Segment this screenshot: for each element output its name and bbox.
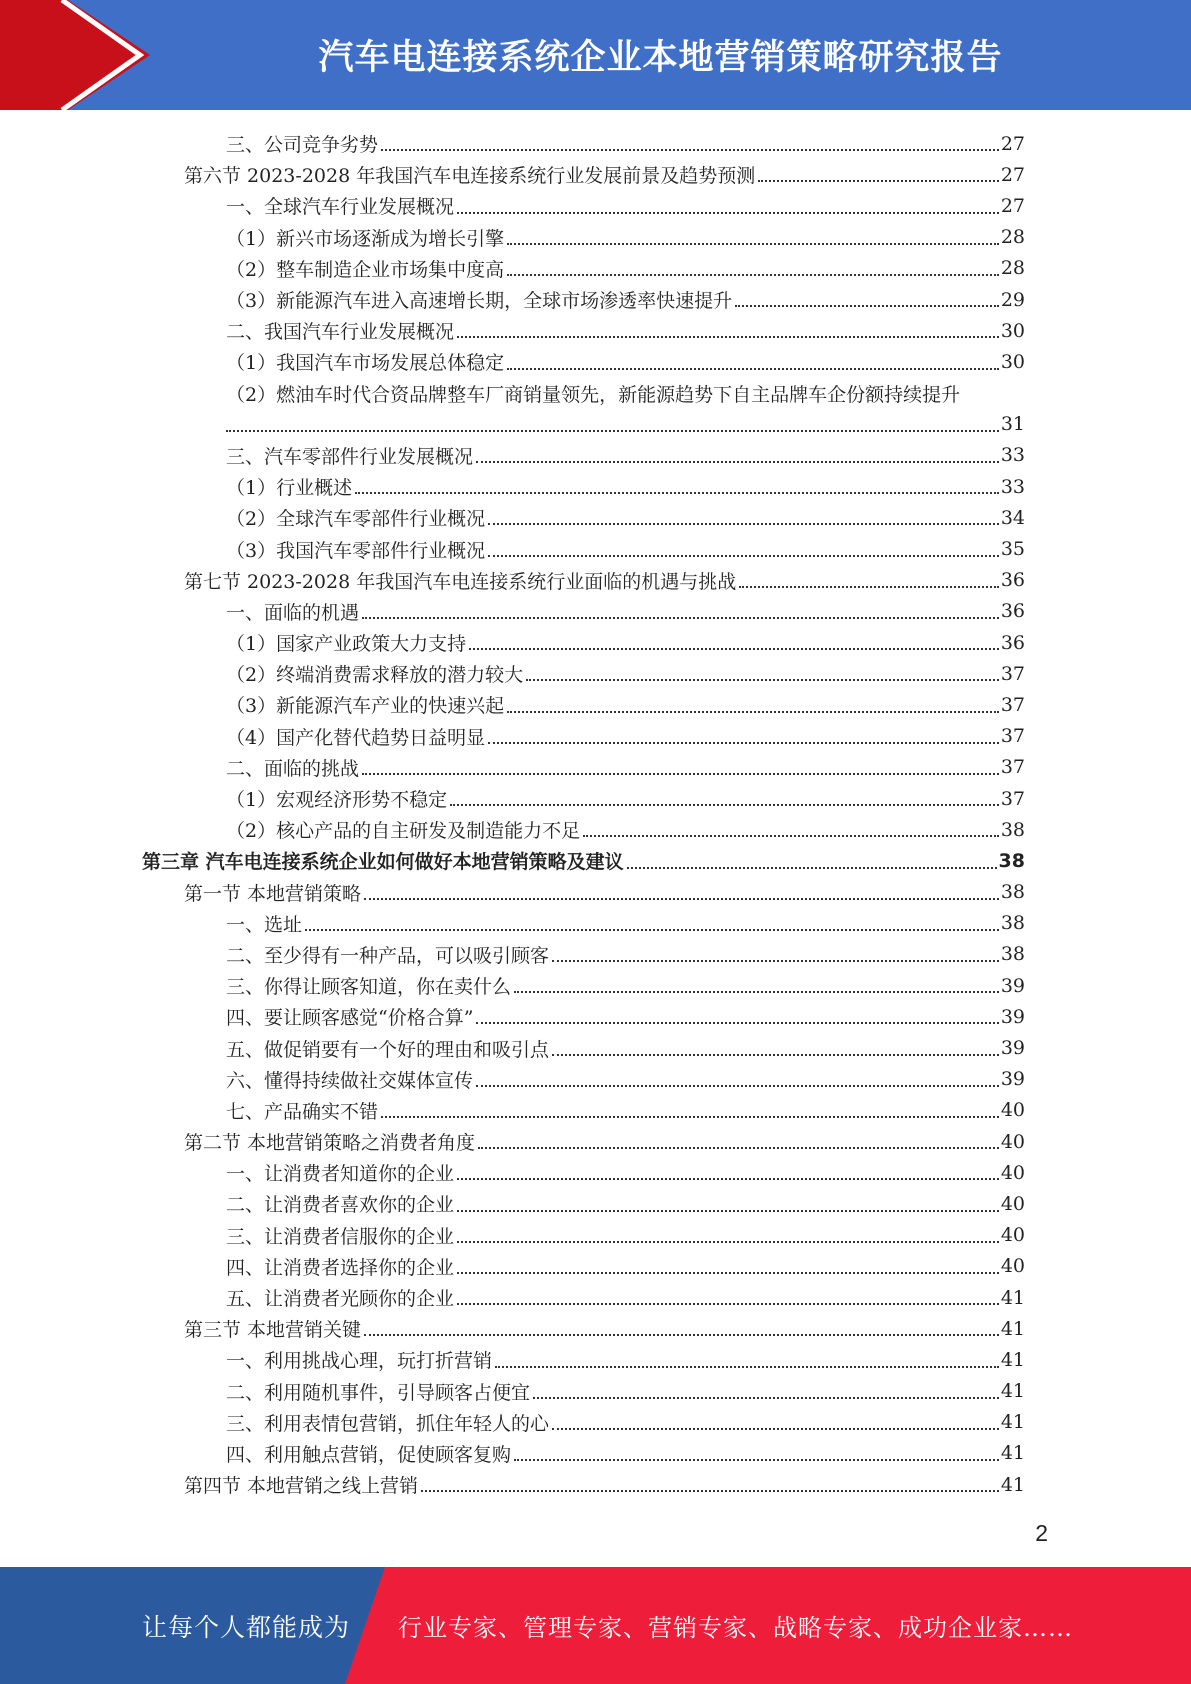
toc-entry-title: 第三节 本地营销关键 — [184, 1319, 362, 1342]
toc-entry-title: 第七节 2023-2028 年我国汽车电连接系统行业面临的机遇与挑战 — [184, 570, 737, 593]
toc-entry[interactable] — [184, 1469, 1025, 1500]
toc-page-number: 41 — [1000, 1317, 1025, 1340]
page-footer — [0, 1567, 1191, 1684]
toc-entry[interactable] — [226, 128, 1025, 159]
toc-entry[interactable] — [226, 1032, 1025, 1063]
toc-entry-title: （3）新能源汽车进入高速增长期，全球市场渗透率快速提升 — [226, 290, 733, 313]
toc-dot-leader — [476, 461, 999, 463]
toc-entry-title: 三、你得让顾客知道，你在卖什么 — [226, 976, 512, 999]
toc-dot-leader — [514, 1459, 999, 1461]
toc-dot-leader — [583, 835, 999, 837]
toc-entry[interactable] — [226, 1095, 1025, 1126]
table-of-contents — [0, 128, 1191, 1500]
toc-dot-leader — [421, 1490, 999, 1492]
toc-dot-leader — [478, 1147, 999, 1149]
toc-entry-title: 一、面临的机遇 — [226, 601, 360, 624]
toc-entry[interactable] — [226, 1220, 1025, 1251]
toc-entry-title: 二、利用随机事件，引导顾客占便宜 — [226, 1381, 531, 1404]
toc-page-number: 39 — [1000, 1037, 1025, 1060]
toc-page-number: 37 — [1000, 662, 1025, 685]
toc-entry-title: 四、让消费者选择你的企业 — [226, 1256, 455, 1279]
toc-page-number: 38 — [998, 849, 1025, 872]
toc-entry-title: 第三章 汽车电连接系统企业如何做好本地营销策略及建议 — [142, 851, 624, 874]
toc-dot-leader — [507, 274, 999, 276]
toc-dot-leader — [552, 1054, 999, 1056]
toc-entry[interactable] — [226, 752, 1025, 783]
toc-entry-title: （1）新兴市场逐渐成为增长引擎 — [226, 227, 505, 250]
toc-entry-title: （2）燃油车时代合资品牌整车厂商销量领先，新能源趋势下自主品牌车企份额持续提升 — [226, 383, 961, 406]
toc-entry[interactable] — [226, 1282, 1025, 1313]
toc-entry-title: 三、汽车零部件行业发展概况 — [226, 445, 474, 468]
toc-entry-title: （2）整车制造企业市场集中度高 — [226, 258, 505, 281]
toc-entry[interactable] — [226, 908, 1025, 939]
toc-dot-leader — [507, 368, 999, 370]
toc-entry-title: 三、公司竞争劣势 — [226, 134, 379, 157]
toc-page-number: 38 — [1000, 818, 1025, 841]
toc-dot-leader — [457, 1241, 999, 1243]
toc-dot-leader — [488, 742, 999, 744]
toc-page-number: 36 — [1000, 569, 1025, 592]
toc-entry-title: 一、全球汽车行业发展概况 — [226, 196, 455, 219]
toc-dot-leader — [758, 180, 999, 182]
toc-page-number: 41 — [1000, 1286, 1025, 1309]
toc-dot-leader — [476, 1085, 999, 1087]
toc-entry[interactable] — [184, 1126, 1025, 1157]
toc-entry[interactable] — [226, 783, 1025, 814]
toc-dot-leader — [526, 679, 999, 681]
toc-entry-title: 一、利用挑战心理，玩打折营销 — [226, 1350, 493, 1373]
toc-dot-leader — [457, 1178, 999, 1180]
toc-entry[interactable] — [226, 970, 1025, 1001]
toc-dot-leader — [457, 212, 999, 214]
toc-entry-title: 一、让消费者知道你的企业 — [226, 1163, 455, 1186]
toc-entry-title: （1）国家产业政策大力支持 — [226, 633, 467, 656]
toc-page-number: 28 — [1000, 257, 1025, 280]
toc-entry[interactable] — [226, 814, 1025, 845]
page-number: 2 — [1035, 1520, 1048, 1546]
toc-entry[interactable] — [226, 471, 1025, 502]
toc-dot-leader — [495, 1366, 999, 1368]
toc-entry-title: 四、利用触点营销，促使顾客复购 — [226, 1443, 512, 1466]
toc-page-number: 38 — [1000, 943, 1025, 966]
toc-dot-leader — [305, 929, 999, 931]
toc-entry[interactable] — [226, 1001, 1025, 1032]
toc-entry[interactable] — [226, 1376, 1025, 1407]
toc-dot-leader — [627, 867, 997, 869]
toc-entry-title: （3）我国汽车零部件行业概况 — [226, 539, 486, 562]
toc-dot-leader — [362, 617, 999, 619]
toc-page-number: 30 — [1000, 319, 1025, 342]
toc-page-number: 27 — [1000, 163, 1025, 186]
toc-dot-leader — [457, 1210, 999, 1212]
toc-dot-leader — [457, 336, 999, 338]
toc-entry[interactable] — [226, 689, 1025, 720]
toc-dot-leader — [533, 1397, 999, 1399]
toc-dot-leader — [364, 1334, 999, 1336]
toc-dot-leader — [552, 1428, 999, 1430]
toc-entry[interactable] — [184, 159, 1025, 190]
toc-entry[interactable] — [226, 721, 1025, 752]
toc-dot-leader — [735, 305, 999, 307]
toc-entry[interactable] — [226, 253, 1025, 284]
toc-entry[interactable] — [226, 190, 1025, 221]
toc-entry-title: 四、要让顾客感觉“价格合算” — [226, 1007, 474, 1030]
toc-dot-leader — [488, 523, 999, 525]
toc-entry[interactable] — [226, 222, 1025, 253]
toc-page-number: 28 — [1000, 226, 1025, 249]
toc-entry-title: 第四节 本地营销之线上营销 — [184, 1475, 419, 1498]
toc-entry[interactable] — [184, 565, 1025, 596]
toc-entry-title: 三、让消费者信服你的企业 — [226, 1225, 455, 1248]
toc-page-number: 37 — [1000, 787, 1025, 810]
toc-page-number: 30 — [1000, 350, 1025, 373]
toc-entry[interactable] — [226, 1251, 1025, 1282]
toc-dot-leader — [507, 243, 999, 245]
toc-entry-title: （1）宏观经济形势不稳定 — [226, 789, 448, 812]
toc-page-number: 41 — [1000, 1442, 1025, 1465]
toc-page-number: 41 — [1000, 1348, 1025, 1371]
toc-page-number: 40 — [1000, 1224, 1025, 1247]
toc-page-number: 38 — [1000, 912, 1025, 935]
toc-page-number: 34 — [1000, 506, 1025, 529]
footer-slogan-left: 让每个人都能成为 — [142, 1612, 351, 1642]
toc-entry[interactable] — [184, 1313, 1025, 1344]
toc-entry[interactable] — [226, 502, 1025, 533]
toc-entry[interactable] — [226, 440, 1025, 471]
toc-dot-leader — [226, 430, 999, 432]
toc-entry[interactable] — [226, 1344, 1025, 1375]
toc-page-number: 40 — [1000, 1130, 1025, 1153]
toc-page-number: 29 — [1000, 288, 1025, 311]
toc-entry[interactable] — [226, 596, 1025, 627]
toc-entry[interactable] — [226, 1438, 1025, 1469]
toc-dot-leader — [450, 804, 999, 806]
toc-page-number: 36 — [1000, 631, 1025, 654]
toc-page-number: 40 — [1000, 1255, 1025, 1278]
toc-page-number: 38 — [1000, 881, 1025, 904]
toc-entry[interactable] — [226, 1064, 1025, 1095]
toc-dot-leader — [739, 586, 999, 588]
toc-entry-title: 一、选址 — [226, 913, 303, 936]
toc-entry[interactable] — [226, 378, 1025, 409]
toc-entry-title: （2）全球汽车零部件行业概况 — [226, 508, 486, 531]
toc-page-number: 27 — [1000, 194, 1025, 217]
toc-entry-title: 第二节 本地营销策略之消费者角度 — [184, 1132, 476, 1155]
toc-entry-title: 二、至少得有一种产品，可以吸引顾客 — [226, 944, 550, 967]
toc-page-number: 37 — [1000, 756, 1025, 779]
toc-dot-leader — [381, 1116, 999, 1118]
toc-entry[interactable] — [226, 1188, 1025, 1219]
toc-entry-title: （2）核心产品的自主研发及制造能力不足 — [226, 820, 581, 843]
toc-dot-leader — [476, 1022, 998, 1024]
toc-entry-title: （4）国产化替代趋势日益明显 — [226, 726, 486, 749]
toc-page-number: 40 — [1000, 1099, 1025, 1122]
toc-dot-leader — [457, 1272, 999, 1274]
toc-page-number: 27 — [1000, 132, 1025, 155]
toc-entry-title: （1）我国汽车市场发展总体稳定 — [226, 352, 505, 375]
toc-page-number: 36 — [1000, 600, 1025, 623]
toc-dot-leader — [381, 149, 999, 151]
toc-dot-leader — [364, 898, 999, 900]
toc-dot-leader — [507, 711, 999, 713]
toc-entry[interactable] — [226, 1157, 1025, 1188]
toc-dot-leader — [552, 960, 999, 962]
toc-entry-title: 二、我国汽车行业发展概况 — [226, 321, 455, 344]
toc-entry[interactable] — [184, 877, 1025, 908]
toc-page-number: 40 — [1000, 1192, 1025, 1215]
toc-entry-title: 五、让消费者光顾你的企业 — [226, 1288, 455, 1311]
toc-entry[interactable] — [226, 409, 1025, 440]
toc-entry-title: （3）新能源汽车产业的快速兴起 — [226, 695, 505, 718]
toc-entry-title: 六、懂得持续做社交媒体宣传 — [226, 1069, 474, 1092]
toc-entry[interactable] — [226, 627, 1025, 658]
toc-entry-title: 第一节 本地营销策略 — [184, 882, 362, 905]
toc-entry[interactable] — [226, 658, 1025, 689]
toc-entry[interactable] — [226, 1407, 1025, 1438]
toc-page-number: 39 — [1000, 1005, 1025, 1028]
toc-dot-leader — [469, 648, 999, 650]
toc-dot-leader — [488, 555, 999, 557]
toc-page-number: 31 — [1000, 413, 1025, 436]
toc-page-number: 33 — [1000, 444, 1025, 467]
footer-slogan-right: 行业专家、管理专家、营销专家、战略专家、成功企业家…… — [398, 1614, 1073, 1642]
toc-page-number: 37 — [1000, 725, 1025, 748]
toc-entry-title: 七、产品确实不错 — [226, 1100, 379, 1123]
toc-page-number: 39 — [1000, 974, 1025, 997]
toc-page-number: 35 — [1000, 538, 1025, 561]
toc-entry-title: 第六节 2023-2028 年我国汽车电连接系统行业发展前景及趋势预测 — [184, 165, 756, 188]
toc-entry[interactable] — [226, 346, 1025, 377]
toc-page-number: 37 — [1000, 693, 1025, 716]
toc-page-number: 41 — [1000, 1473, 1025, 1496]
toc-entry-title: （2）终端消费需求释放的潜力较大 — [226, 664, 524, 687]
report-title: 汽车电连接系统企业本地营销策略研究报告 — [318, 38, 1003, 78]
toc-dot-leader — [457, 1303, 999, 1305]
toc-page-number: 41 — [1000, 1380, 1025, 1403]
toc-entry[interactable] — [226, 284, 1025, 315]
toc-entry-title: 二、让消费者喜欢你的企业 — [226, 1194, 455, 1217]
page-header — [0, 0, 1191, 110]
toc-dot-leader — [362, 773, 999, 775]
toc-entry-title: （1）行业概述 — [226, 477, 353, 500]
toc-dot-leader — [355, 492, 999, 494]
toc-entry-title: 三、利用表情包营销，抓住年轻人的心 — [226, 1412, 550, 1435]
toc-entry-title: 二、面临的挑战 — [226, 757, 360, 780]
toc-page-number: 40 — [1000, 1161, 1025, 1184]
toc-entry[interactable] — [226, 533, 1025, 564]
toc-page-number: 41 — [1000, 1411, 1025, 1434]
toc-page-number: 39 — [1000, 1068, 1025, 1091]
toc-dot-leader — [514, 991, 999, 993]
toc-page-number: 33 — [1000, 475, 1025, 498]
red-chevron-decoration — [0, 0, 160, 110]
toc-entry[interactable] — [142, 845, 1025, 876]
toc-entry[interactable] — [226, 939, 1025, 970]
toc-entry-title: 五、做促销要有一个好的理由和吸引点 — [226, 1038, 550, 1061]
toc-entry[interactable] — [226, 315, 1025, 346]
